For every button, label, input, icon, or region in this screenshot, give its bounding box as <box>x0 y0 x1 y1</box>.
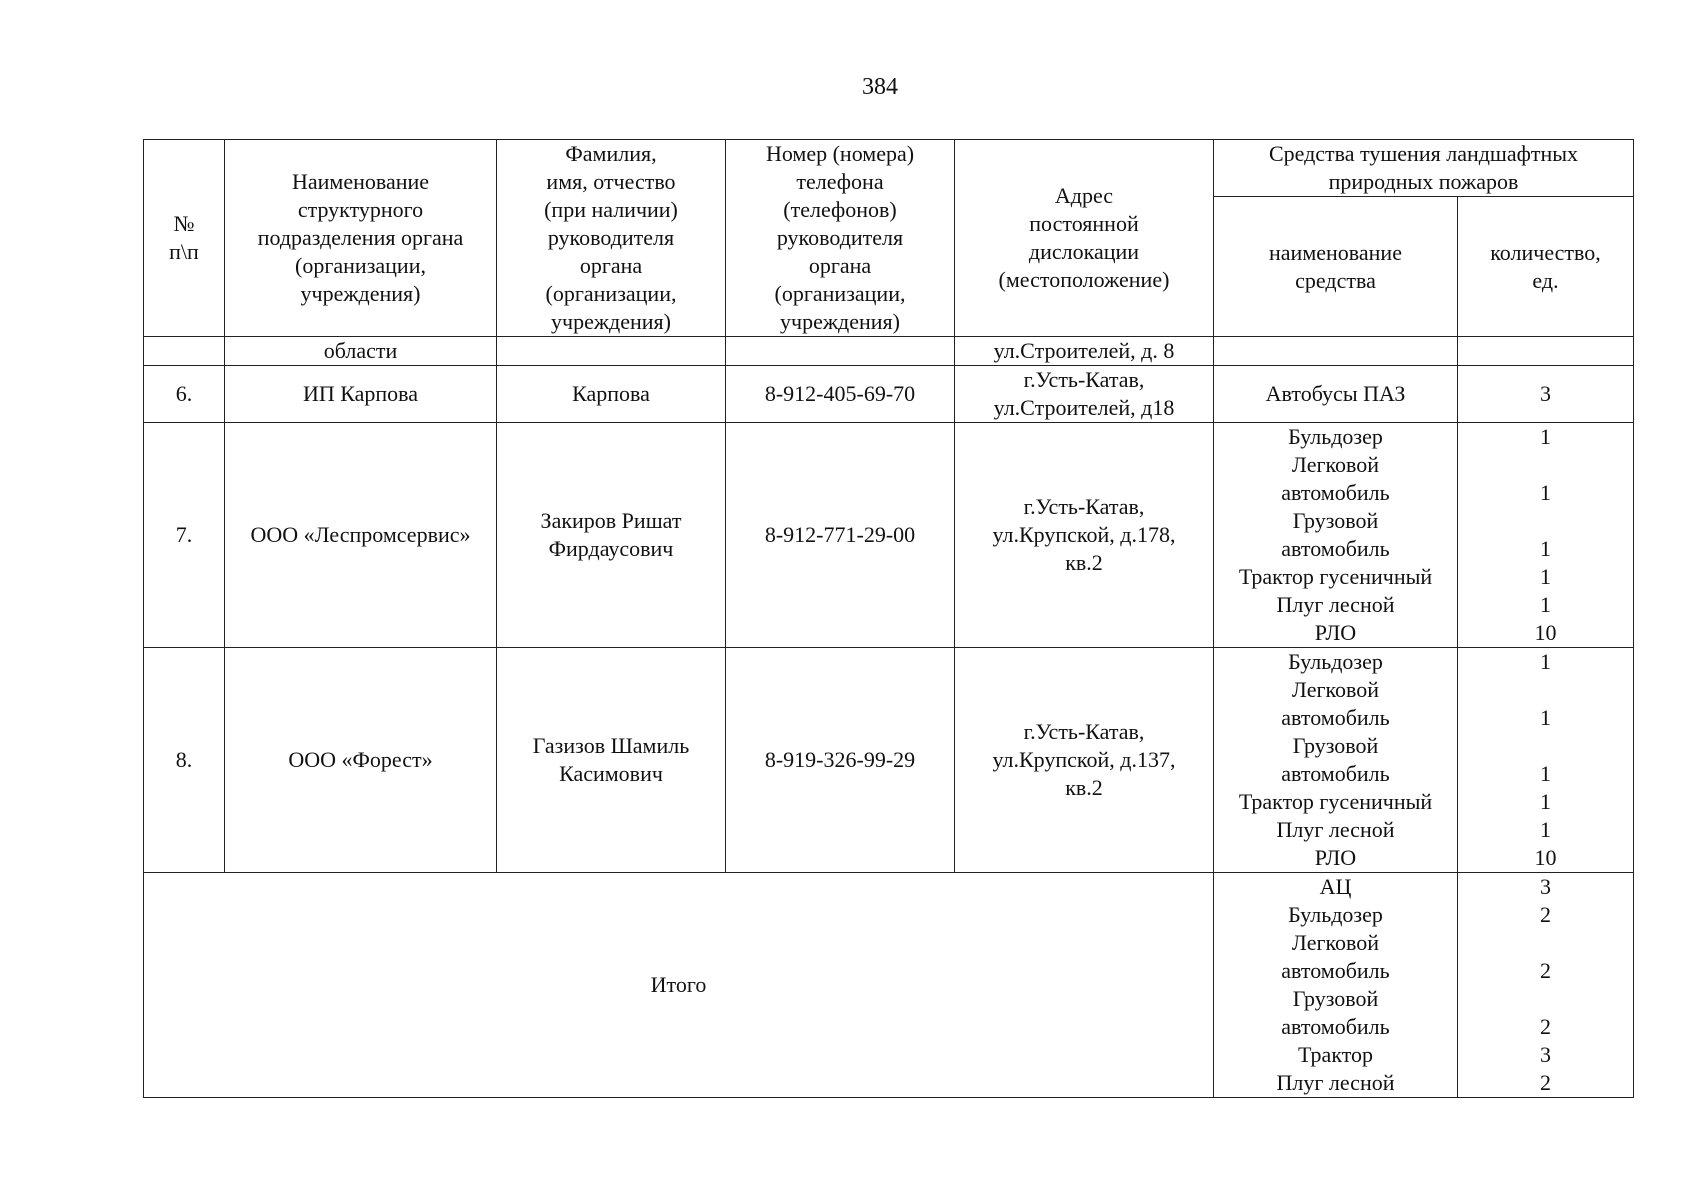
cell-head-name: Карпова <box>497 366 726 423</box>
means-item: Грузовой <box>1292 508 1379 533</box>
cell-unit: ИП Карпова <box>225 366 497 423</box>
qty-item: 1 <box>1540 536 1551 561</box>
cell-unit: ООО «Леспромсервис» <box>225 423 497 648</box>
cell-phone <box>726 337 955 366</box>
qty-item: 1 <box>1540 789 1551 814</box>
cell-means-name <box>1214 366 1458 423</box>
qty-item: 1 <box>1540 705 1551 730</box>
cell-means-name <box>1214 873 1458 1098</box>
continuation-row <box>144 337 1634 366</box>
table-row <box>144 423 1634 648</box>
cell-num: 6. <box>144 366 225 423</box>
means-item: Плуг лесной <box>1276 592 1395 617</box>
cell-num: 8. <box>144 648 225 873</box>
header-address: Адрес постоянной дислокации (местоположение) <box>955 140 1214 337</box>
cell-means-qty <box>1458 366 1634 423</box>
cell-phone: 8-912-771-29-00 <box>726 423 955 648</box>
qty-item: 1 <box>1540 592 1551 617</box>
qty-item: 2 <box>1540 1070 1551 1095</box>
header-row <box>144 140 1634 197</box>
means-item: Трактор гусеничный <box>1238 564 1433 589</box>
qty-item <box>1462 929 1629 957</box>
means-item: автомобиль <box>1281 1014 1390 1039</box>
qty-item: 1 <box>1540 761 1551 786</box>
qty-item: 3 <box>1540 874 1551 899</box>
cell-head-name: Закиров Ришат Фирдаусович <box>497 423 726 648</box>
cell-means-name <box>1214 423 1458 648</box>
qty-item: 1 <box>1540 564 1551 589</box>
means-item: Автобусы ПАЗ <box>1265 381 1406 406</box>
qty-item: 10 <box>1534 845 1557 870</box>
cell-means-qty <box>1458 423 1634 648</box>
qty-item: 1 <box>1540 649 1551 674</box>
qty-item: 2 <box>1540 958 1551 983</box>
cell-unit: ООО «Форест» <box>225 648 497 873</box>
cell-head-name <box>497 337 726 366</box>
qty-item: 1 <box>1540 424 1551 449</box>
qty-item <box>1462 507 1629 535</box>
cell-phone: 8-919-326-99-29 <box>726 648 955 873</box>
means-item: автомобиль <box>1281 536 1390 561</box>
qty-item <box>1462 676 1629 704</box>
page-number: 384 <box>862 74 898 100</box>
qty-item: 3 <box>1540 381 1551 406</box>
means-item: Трактор <box>1297 1042 1374 1067</box>
means-item: Легковой <box>1291 677 1380 702</box>
qty-item <box>1462 985 1629 1013</box>
means-item: Грузовой <box>1292 986 1379 1011</box>
means-item: Плуг лесной <box>1276 817 1395 842</box>
qty-item: 2 <box>1540 902 1551 927</box>
header-phone: Номер (номера) телефона (телефонов) руководителя органа (организации, учреждения) <box>726 140 955 337</box>
total-row <box>144 873 1634 1098</box>
means-item: автомобиль <box>1281 480 1390 505</box>
cell-means-name <box>1214 648 1458 873</box>
cell-means-qty <box>1458 648 1634 873</box>
table-row <box>144 366 1634 423</box>
qty-item <box>1462 451 1629 479</box>
means-item: Бульдозер <box>1288 649 1383 674</box>
means-item: автомобиль <box>1281 705 1390 730</box>
qty-item: 3 <box>1540 1042 1551 1067</box>
cell-address: г.Усть-Катав, ул.Крупской, д.178, кв.2 <box>955 423 1214 648</box>
cell-head-name: Газизов Шамиль Касимович <box>497 648 726 873</box>
cell-means-qty <box>1458 873 1634 1098</box>
qty-item: 1 <box>1540 480 1551 505</box>
table-row <box>144 648 1634 873</box>
header-head-name: Фамилия, имя, отчество (при наличии) руководителя органа (организации, учреждения) <box>497 140 726 337</box>
cell-means-name <box>1214 337 1458 366</box>
cell-means-qty <box>1458 337 1634 366</box>
means-item: Грузовой <box>1292 733 1379 758</box>
means-item: РЛО <box>1314 620 1357 645</box>
header-means-qty: количество, ед. <box>1458 197 1634 337</box>
header-num: № п\п <box>144 140 225 337</box>
means-item: Бульдозер <box>1288 902 1383 927</box>
means-item: АЦ <box>1319 874 1352 899</box>
cell-num: 7. <box>144 423 225 648</box>
means-item: автомобиль <box>1281 761 1390 786</box>
header-means-group: Средства тушения ландшафтных природных пожаров <box>1214 140 1634 197</box>
qty-item: 1 <box>1540 817 1551 842</box>
cell-phone: 8-912-405-69-70 <box>726 366 955 423</box>
cell-address: ул.Строителей, д. 8 <box>955 337 1214 366</box>
means-item: Трактор гусеничный <box>1238 789 1433 814</box>
means-item: Бульдозер <box>1288 424 1383 449</box>
means-item: автомобиль <box>1281 958 1390 983</box>
cell-unit: области <box>225 337 497 366</box>
means-item: Легковой <box>1291 452 1380 477</box>
cell-address: г.Усть-Катав, ул.Крупской, д.137, кв.2 <box>955 648 1214 873</box>
qty-item: 2 <box>1540 1014 1551 1039</box>
header-unit: Наименование структурного подразделения органа (организации, учреждения) <box>225 140 497 337</box>
cell-address: г.Усть-Катав, ул.Строителей, д18 <box>955 366 1214 423</box>
qty-item: 10 <box>1534 620 1557 645</box>
header-means-name: наименование средства <box>1214 197 1458 337</box>
total-label: Итого <box>144 873 1214 1098</box>
qty-item <box>1462 732 1629 760</box>
means-item: Плуг лесной <box>1276 1070 1395 1095</box>
means-item: РЛО <box>1314 845 1357 870</box>
means-item: Легковой <box>1291 930 1380 955</box>
cell-num <box>144 337 225 366</box>
fire-means-table <box>143 139 1634 1098</box>
